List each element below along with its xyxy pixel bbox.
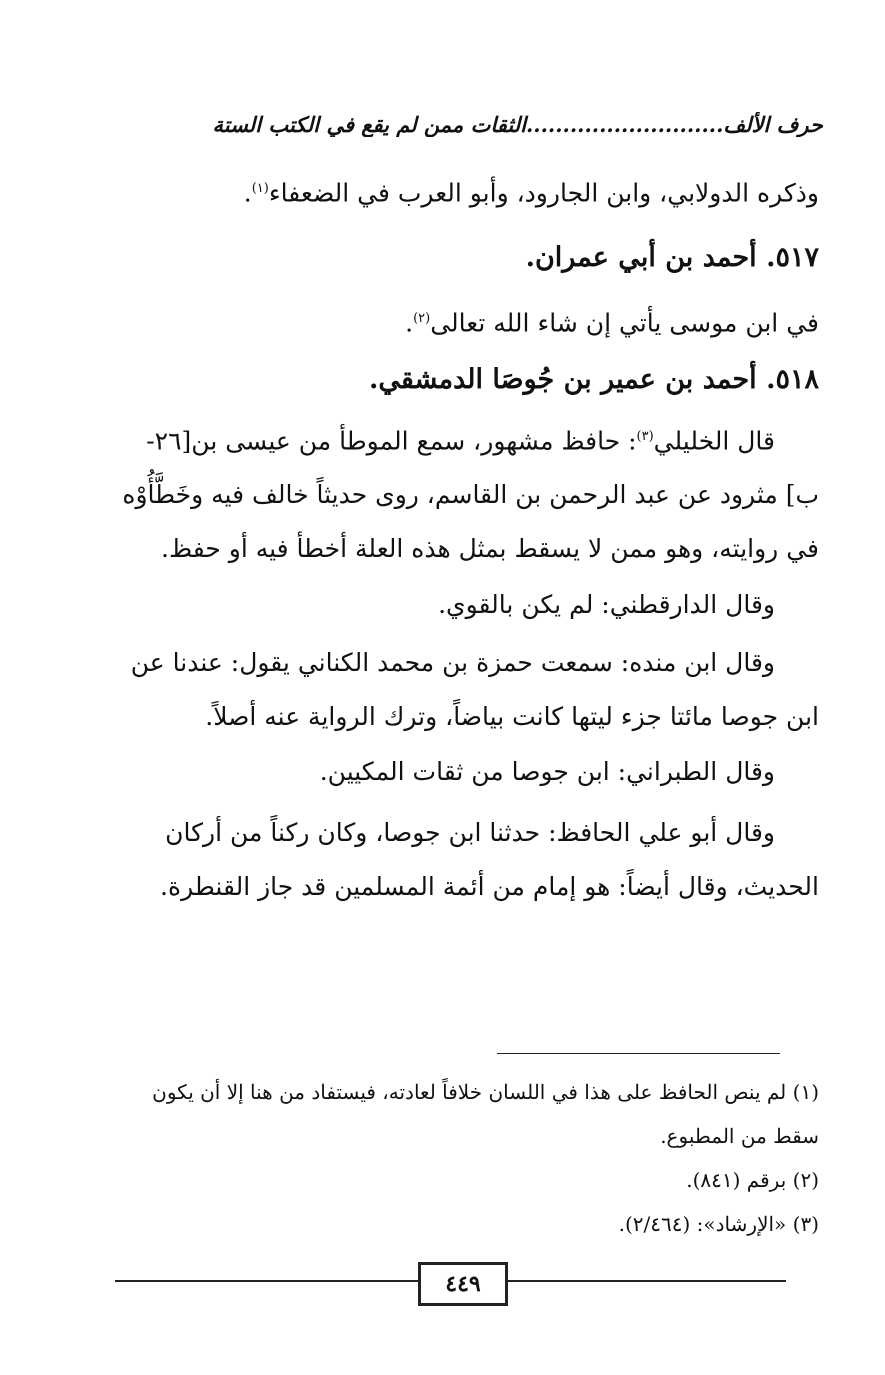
footnote-2: (٢) برقم (٨٤١). <box>686 1168 819 1192</box>
paragraph-5: وقال ابن منده: سمعت حمزة بن محمد الكناني يقول: عندنا عن ابن جوصا مائتا جزء ليتها كانت بياضاً، وترك الرواية عنه أصلاً. <box>130 648 819 731</box>
paragraph-3: قال الخليلي$^{(٣)}$: حافظ مشهور، سمع الموطأ من عيسى بن[٢٦-ب] مثرود عن عبد الرحمن بن القاسم، روى حديثاً خالف فيه وخَطَّأُوْه في روايته، وهو ممن لا يسقط بمثل هذه العلة أخطأ فيه أو حفظ. <box>122 426 819 564</box>
footnote-3: (٣) «الإرشاد»: (٢/٤٦٤). <box>618 1212 819 1236</box>
bottom-rule-left <box>115 1280 418 1282</box>
header-book-title: الثقات ممن لم يقع في الكتب الستة <box>212 112 526 137</box>
paragraph-4: وقال الدارقطني: لم يكن بالقوي. <box>438 590 775 619</box>
running-header <box>158 112 823 137</box>
footnotes <box>119 1070 819 1246</box>
footnote-ref: (١) <box>251 181 269 196</box>
paragraph-1: وذكره الدولابي، وابن الجارود، وأبو العرب في الضعفاء$^{(١)}$. <box>243 178 819 208</box>
paragraph-7: وقال أبو علي الحافظ: حدثنا ابن جوصا، وكان ركناً من أركان الحديث، وقال أيضاً: هو إمام من أئمة المسلمين قد جاز القنطرة. <box>160 818 819 901</box>
paragraph-2: في ابن موسى يأتي إن شاء الله تعالى$^{(٢)}$. <box>405 308 819 338</box>
footnote-ref: (٣) <box>636 429 654 444</box>
bottom-rule-right <box>508 1280 786 1282</box>
entry-heading-517: ٥١٧. أحمد بن أبي عمران. <box>525 242 819 273</box>
footnote-1: (١) لم ينص الحافظ على هذا في اللسان خلافاً لعادته، فيستفاد من هنا إلا أن يكون سقط من المطبوع. <box>152 1080 819 1148</box>
footnote-separator <box>497 1053 780 1054</box>
paragraph-6: وقال الطبراني: ابن جوصا من ثقات المكيين. <box>319 757 775 786</box>
header-dots: ........................... <box>525 112 724 137</box>
header-chapter: حرف الألف <box>723 112 823 137</box>
page-number: ٤٤٩ <box>418 1262 508 1306</box>
entry-heading-518: ٥١٨. أحمد بن عمير بن جُوصَا الدمشقي. <box>369 364 819 395</box>
footnote-ref: (٢) <box>413 311 431 326</box>
